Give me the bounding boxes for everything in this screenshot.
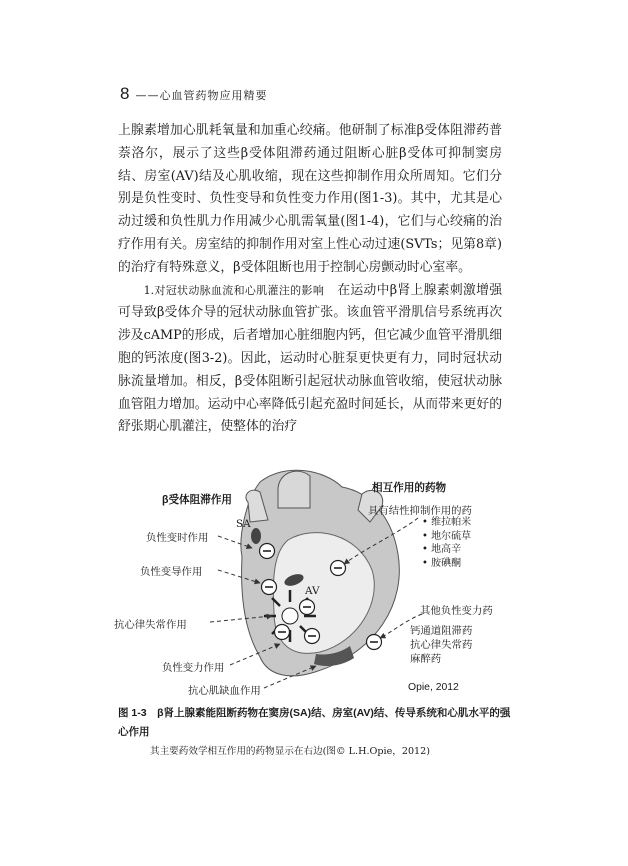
sa-label: SA (236, 518, 251, 530)
drug-digoxin: • 地高辛 (422, 543, 471, 557)
label-inotropic: 负性变力作用 (162, 662, 225, 674)
nodal-drug-list (422, 516, 471, 570)
body-text (118, 120, 502, 439)
drug-amiodarone: • 胺碘酮 (422, 557, 471, 571)
aorta (278, 471, 310, 508)
page-header (120, 84, 267, 104)
nodal-drugs-intro: 具有结性抑制作用的药 (368, 505, 472, 517)
paragraph-2-text: 在运动中β肾上腺素刺激增强可导致β受体介导的冠状动脉血管扩张。该血管平滑肌信号系统再次涉及cAMP的形成，后者增加心脏细胞内钙，但它减少血管平滑肌细胞的钙浓度(图3-2)。因此，运动时心脏泵更快更有力，同时冠状动脉流量增加。相反，β受体阻断引起冠状动脉血管收缩，使冠状动脉血管阻力增加。运动中心率降低引起充盈时间延长，从而带来更好的舒张期心肌灌注，使整体的治疗 (118, 282, 503, 435)
label-dromotropic: 负性变导作用 (140, 566, 203, 578)
label-chronotropic: 负性变时作用 (146, 532, 209, 544)
running-title: ——心血管药物应用精要 (135, 89, 268, 102)
sa-node (251, 528, 261, 544)
drug-verapamil: • 维拉帕米 (422, 516, 471, 530)
other-drug-antiarrhythmic: 抗心律失常药 (410, 639, 473, 651)
figure-caption: 图 1-3 β肾上腺素能阻断药物在窦房(SA)结、房室(AV)结、传导系统和心肌水平的强心作用 (118, 707, 511, 738)
interaction-title: 相互作用的药物 (372, 482, 447, 494)
paragraph-2 (118, 280, 502, 440)
label-antiarrhythmic: 抗心律失常作用 (114, 619, 187, 631)
figure-credit: Opie, 2012 (408, 682, 459, 693)
figure-caption-note: 其主要药效学相互作用的药物显示在右边(图© L.H.Opie，2012) (150, 746, 431, 757)
other-inotropic-title: 其他负性变力药 (420, 605, 493, 617)
other-drug-anesthetic: 麻醉药 (410, 653, 442, 665)
drug-diltiazem: • 地尔硫草 (422, 530, 471, 544)
figure-1-3 (110, 462, 520, 702)
av-label: AV (305, 585, 320, 597)
paragraph-2-heading: 1.对冠状动脉血流和心肌灌注的影响 (143, 283, 325, 297)
paragraph-1: 上腺素增加心肌耗氧量和加重心绞痛。他研制了标准β受体阻滞药普萘洛尔，展示了这些β受体阻滞药通过阻断心脏β受体可抑制窦房结、房室(AV)结及心肌收缩，现在这些抑制作用众所周知。它们分别是负性变时、负性变导和负性变力作用(图1-3)。其中，尤其是心动过缓和负性肌力作用减少心肌需氧量(图1-4)，它们与心绞痛的治疗作用有关。房室结的抑制作用对室上性心动过速(SVTs；见第8章)的治疗有特殊意义，β受体阻断也用于控制心房颤动时心室率。 (118, 123, 502, 275)
page-number: 8 (120, 84, 130, 103)
label-anti-ischemic: 抗心肌缺血作用 (188, 685, 261, 697)
blocker-title: β受体阻滞作用 (162, 494, 233, 506)
other-drug-ccb: 钙通道阻滞药 (410, 625, 473, 637)
